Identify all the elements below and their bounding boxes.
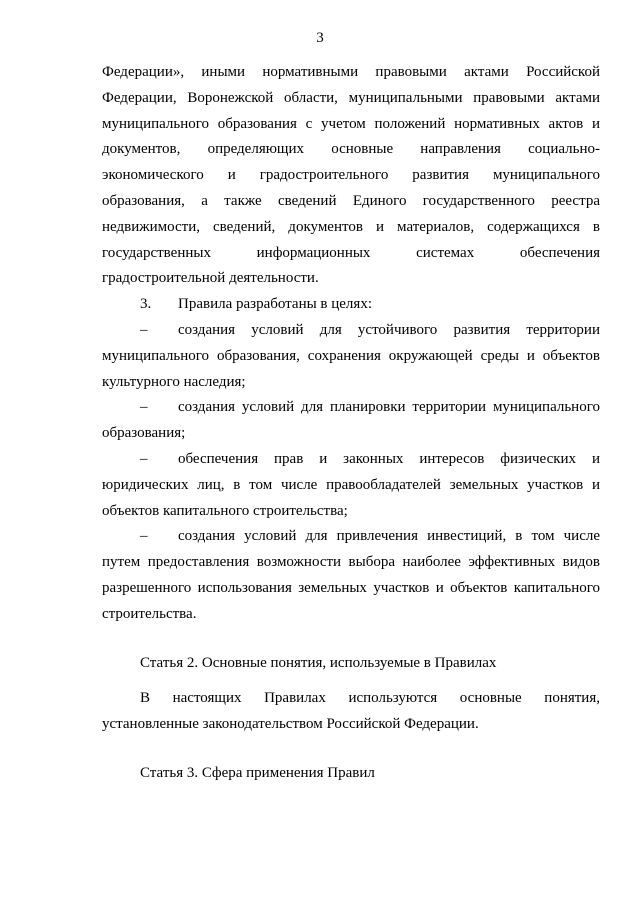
spacer <box>102 676 600 686</box>
dash-marker: – <box>140 321 148 338</box>
item-3-number: 3. <box>140 296 152 313</box>
list-item <box>102 318 600 395</box>
list-item <box>102 395 600 447</box>
item-3-text: Правила разработаны в целях: <box>178 296 372 313</box>
list-item-text: обеспечения прав и законных интересов физических и юридических лиц, в том числе правообладателей земельных участков и объектов капитального строительства; <box>102 450 600 519</box>
list-item <box>102 524 600 627</box>
list-item-text: создания условий для привлечения инвестиций, в том числе путем предоставления возможности выбора наиболее эффективных видов разрешенного использования земельных участков и объектов капитального строительства. <box>102 528 600 622</box>
list-item-text: создания условий для устойчивого развития территории муниципального образования, сохранения окружающей среды и объектов культурного наследия; <box>102 321 600 390</box>
article-3-heading: Статья 3. Сфера применения Правил <box>140 764 375 781</box>
article-2-text: В настоящих Правилах используются основные понятия, установленные законодательством Российской Федерации. <box>102 690 600 733</box>
item-3 <box>102 292 600 318</box>
dash-marker: – <box>140 450 148 467</box>
dash-marker: – <box>140 399 148 416</box>
article-2-heading: Статья 2. Основные понятия, используемые в Правилах <box>140 654 497 671</box>
dash-marker: – <box>140 528 148 545</box>
page-number: 3 <box>316 30 324 46</box>
paragraph-continuation: Федерации», иными нормативными правовыми актами Российской Федерации, Воронежской области, муниципальными правовыми актами муниципального образования с учетом положений нормативных актов и документов, определяющих основные направления социально-экономического и градостроительного развития муниципального образования, а также сведений Единого государственного реестра недвижимости, сведений, документов и материалов, содержащихся в государственных информационных системах обеспечения градостроительной деятельности. <box>102 64 600 287</box>
document-body <box>102 60 600 787</box>
list-item <box>102 447 600 524</box>
spacer <box>102 738 600 761</box>
spacer <box>102 628 600 651</box>
list-item-text: создания условий для планировки территории муниципального образования; <box>102 399 600 442</box>
